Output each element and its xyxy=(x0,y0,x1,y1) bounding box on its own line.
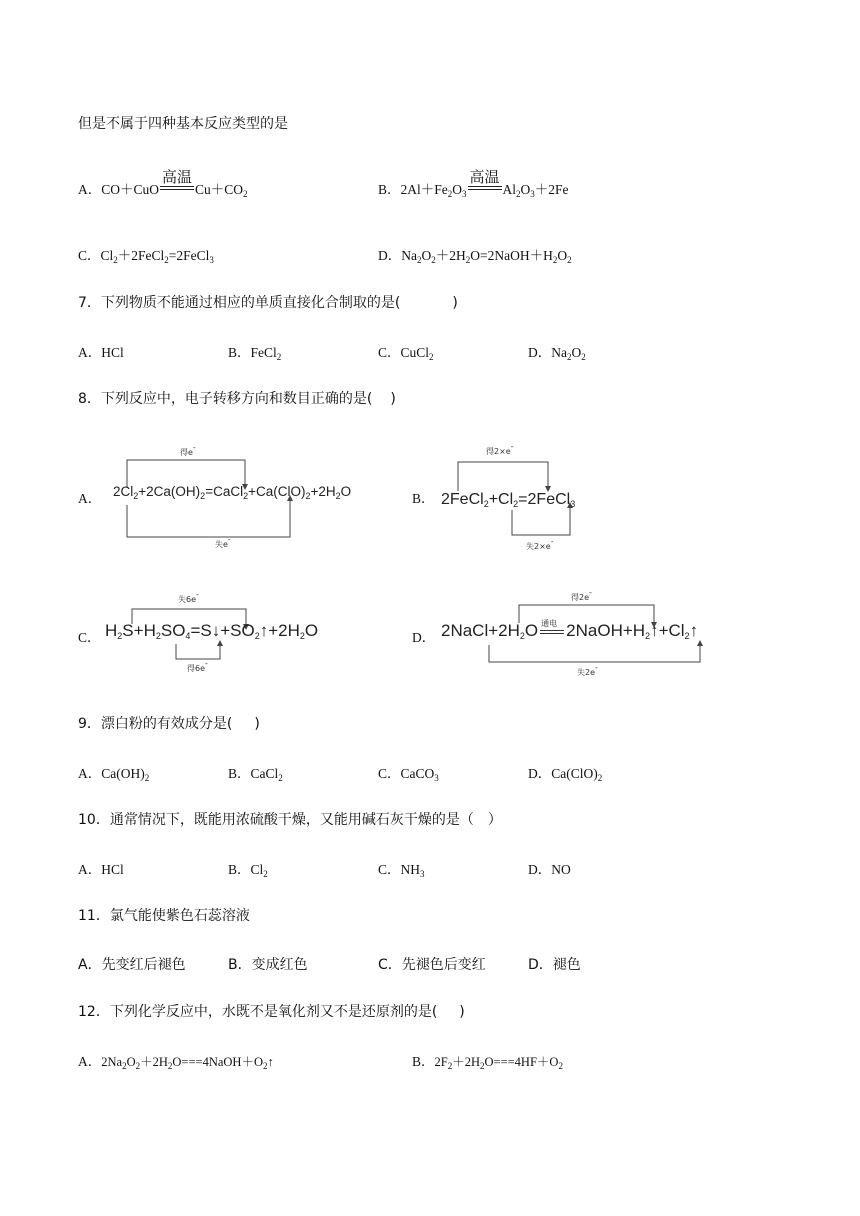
option-label: A． xyxy=(78,766,102,781)
q9-option-c: C．CaCO$_3$ xyxy=(378,766,439,783)
stem-text: 9．漂白粉的有效成分是( xyxy=(78,716,233,732)
q9-option-d: D．$Ca(ClO)_2$ xyxy=(528,766,603,783)
q8-option-c-label: C． xyxy=(78,630,101,645)
note-text: 得e xyxy=(180,448,193,457)
q6-option-c: C．$Cl_2+2FeCl_2=2FeCl_3$ xyxy=(78,248,214,265)
q7-option-a: A．HCl xyxy=(78,345,124,360)
question-11-stem: 11．氯气能使紫色石蕊溶液 xyxy=(78,908,250,924)
q6-option-a: A．CO＋CuO 高温 $Cu+CO_2$ xyxy=(78,167,248,199)
note-text: 失6e xyxy=(178,595,197,604)
option-label: C． xyxy=(78,248,101,263)
question-6-stem-tail: 但是不属于四种基本反应类型的是 xyxy=(78,116,288,132)
stem-close: ) xyxy=(452,295,458,311)
question-10-stem xyxy=(78,809,502,829)
q11-option-d: D．褪色 xyxy=(528,957,581,973)
stem-text: 12．下列化学反应中，水既不是氧化剂又不是还原剂的是( xyxy=(78,1004,438,1020)
stem-text: 8．下列反应中，电子转移方向和数目正确的是( xyxy=(78,391,373,407)
q6-option-b: B．$2Al+Fe_2O_3$ 高温 $Al_2O_3+2Fe$ xyxy=(378,167,569,199)
q6-option-d: D．$Na_2O_2+2H_2O=2NaOH+H_2O_2$ xyxy=(378,248,572,265)
question-12-stem xyxy=(78,1001,465,1021)
stem-close: ) xyxy=(459,1004,465,1020)
condition-text: 通电 xyxy=(541,618,558,628)
note-text: 得6e xyxy=(187,664,206,673)
q11-option-c: C．先褪色后变红 xyxy=(378,957,486,973)
q10-option-b: B．$Cl_2$ xyxy=(228,862,268,879)
q8-b-equation: $2FeCl_2+Cl_2=2FeCl_3$ xyxy=(441,491,576,509)
stem-close: ) xyxy=(254,716,260,732)
q11-option-b: B．变成红色 xyxy=(228,957,308,973)
q7-option-d: D．$Na_2O_2$ xyxy=(528,345,586,362)
option-label: C． xyxy=(378,345,401,360)
q10-option-a: A．HCl xyxy=(78,862,124,877)
stem-close: ） xyxy=(487,812,502,828)
q8-option-d-label: D． xyxy=(412,630,436,645)
option-label: A． xyxy=(78,1054,102,1069)
note-text: 得2e xyxy=(571,593,590,602)
q12-option-b: B．$2F_2+2H_2O===4HF+O_2$ xyxy=(412,1054,563,1071)
q8-d-gain-note: 得2e- xyxy=(571,588,592,602)
q8-b-lose-note: 失2×e- xyxy=(526,537,554,551)
option-label: C． xyxy=(378,862,401,877)
option-label: B． xyxy=(412,1054,435,1069)
option-label: C． xyxy=(378,766,401,781)
q9-option-b: B．CaCl$_2$ xyxy=(228,766,283,783)
stem-text: 10．通常情况下，既能用浓硫酸干燥，又能用碱石灰干燥的是（ xyxy=(78,812,474,828)
option-label: B． xyxy=(228,766,251,781)
q7-option-b: B．FeCl$_2$ xyxy=(228,345,282,362)
q8-c-equation: $H_2S+H_2SO_4=S↓+SO_2↑+2H_2O$ xyxy=(105,621,319,641)
q8-a-gain-note: 得e- xyxy=(180,443,196,457)
q8-d-lose-note: 失2e- xyxy=(577,663,598,677)
option-label: D． xyxy=(378,248,402,263)
question-9-stem xyxy=(78,713,260,733)
q10-option-d: D．NO xyxy=(528,862,571,877)
q8-option-b-label: B． xyxy=(412,491,435,506)
option-label: A． xyxy=(78,182,102,197)
note-text: 失2e xyxy=(577,668,596,677)
q10-option-c: C．$NH_3$ xyxy=(378,862,425,879)
option-label: B． xyxy=(228,345,251,360)
stem-close: ) xyxy=(390,391,396,407)
option-label: D． xyxy=(528,766,552,781)
q8-a-lose-note: 失e- xyxy=(215,535,231,549)
condition-text: 高温 xyxy=(469,167,500,186)
note-text: 失2×e xyxy=(526,542,551,551)
q8-c-gain-note: 得6e- xyxy=(187,659,208,673)
q8-a-equation: $2Cl_2+2Ca(OH)_2=CaCl_2+Ca(ClO)_2+2H_2O$ xyxy=(113,484,352,501)
q8-c-lose-note: 失6e- xyxy=(178,590,199,604)
q11-option-a: A．先变红后褪色 xyxy=(78,957,186,973)
option-label: B． xyxy=(378,182,401,197)
option-label: B． xyxy=(228,862,251,877)
q12-option-a: A．$2Na_2O_2+2H_2O===4NaOH+O_2↑$ xyxy=(78,1054,274,1071)
q8-option-a-label: A． xyxy=(78,491,102,506)
q7-option-c: C．CuCl$_2$ xyxy=(378,345,434,362)
note-text: 失e xyxy=(215,540,228,549)
stem-text: 7．下列物质不能通过相应的单质直接化合制取的是( xyxy=(78,295,401,311)
q8-d-equation: $2NaCl+2H_2O$ 通电 $2NaOH+H_2↑+Cl_2↑$ xyxy=(441,618,699,641)
option-label: D． xyxy=(528,345,552,360)
note-text: 得2×e xyxy=(486,447,511,456)
condition-text: 高温 xyxy=(162,167,193,186)
electrolysis-condition xyxy=(538,618,566,637)
q9-option-a: A．$Ca(OH)_2$ xyxy=(78,766,150,783)
q8-b-gain-note: 得2×e- xyxy=(486,442,514,456)
